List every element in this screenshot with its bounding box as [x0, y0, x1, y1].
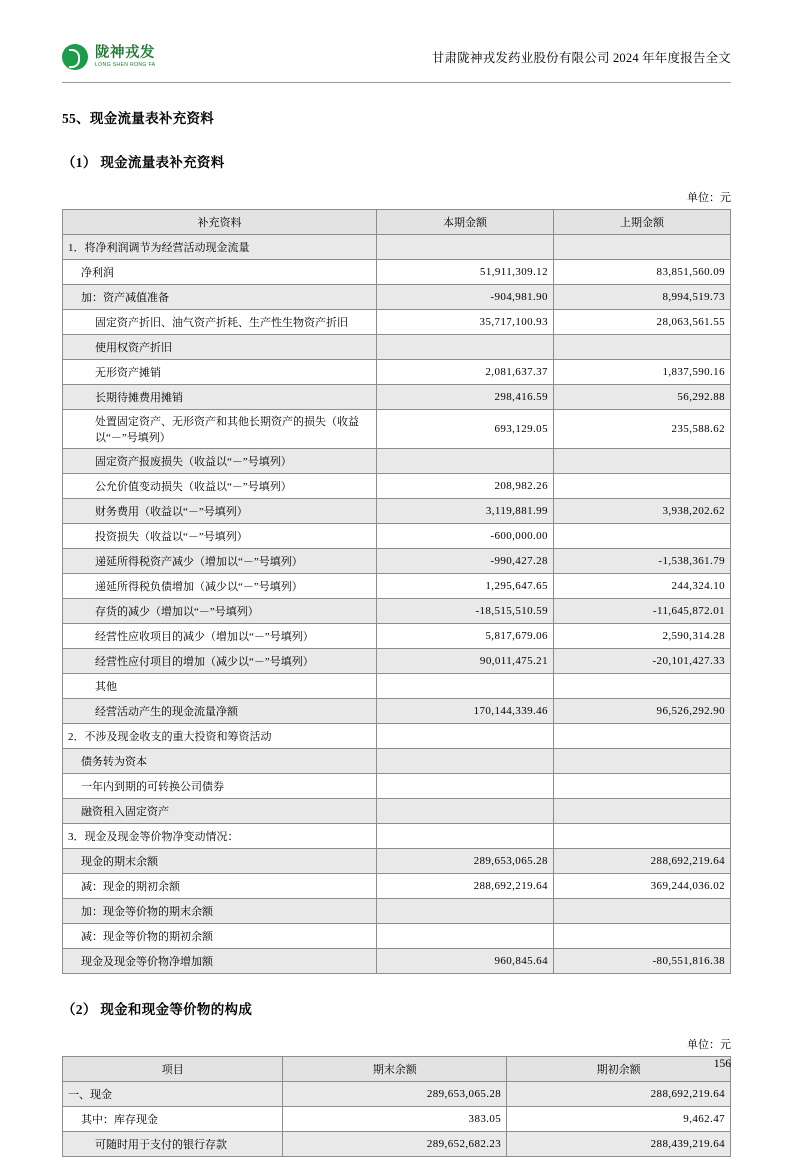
row-label: 融资租入固定资产: [63, 799, 377, 824]
row-value-previous: 9,462.47: [507, 1107, 731, 1132]
row-label: 1．将净利润调节为经营活动现金流量: [63, 235, 377, 260]
row-value-previous: -11,645,872.01: [553, 599, 730, 624]
table-row: [63, 360, 731, 385]
row-value-current: 288,692,219.64: [376, 874, 553, 899]
table-row: [63, 235, 731, 260]
table-row: [63, 574, 731, 599]
column-header-item: 项目: [63, 1057, 283, 1082]
table-row: [63, 674, 731, 699]
row-value-current: [376, 449, 553, 474]
row-value-previous: 369,244,036.02: [553, 874, 730, 899]
table-header-row: [63, 1057, 731, 1082]
logo-mark-icon: [62, 44, 88, 70]
table-row: [63, 310, 731, 335]
table-row: [63, 799, 731, 824]
row-value-current: 289,653,065.28: [376, 849, 553, 874]
row-value-previous: -1,538,361.79: [553, 549, 730, 574]
row-value-previous: [553, 674, 730, 699]
row-value-current: -600,000.00: [376, 524, 553, 549]
row-value-current: 5,817,679.06: [376, 624, 553, 649]
row-value-current: [376, 235, 553, 260]
table-row: [63, 524, 731, 549]
table-row: [63, 410, 731, 449]
row-value-previous: 235,588.62: [553, 410, 730, 449]
row-value-current: [376, 824, 553, 849]
row-value-previous: [553, 335, 730, 360]
table-row: [63, 699, 731, 724]
row-label: 一、现金: [63, 1082, 283, 1107]
row-label: 固定资产折旧、油气资产折耗、生产性生物资产折旧: [63, 310, 377, 335]
row-value-previous: [553, 899, 730, 924]
table-row: [63, 1107, 731, 1132]
table-row: [63, 749, 731, 774]
row-value-previous: 1,837,590.16: [553, 360, 730, 385]
row-label: 财务费用（收益以“－”号填列）: [63, 499, 377, 524]
row-value-previous: 288,439,219.64: [507, 1132, 731, 1157]
column-header-ending: 期末余额: [283, 1057, 507, 1082]
row-label: 2．不涉及现金收支的重大投资和筹资活动: [63, 724, 377, 749]
row-label: 债务转为资本: [63, 749, 377, 774]
logo-text: [95, 46, 155, 68]
table-row: [63, 824, 731, 849]
row-value-previous: -20,101,427.33: [553, 649, 730, 674]
row-value-current: 2,081,637.37: [376, 360, 553, 385]
row-label: 可随时用于支付的银行存款: [63, 1132, 283, 1157]
cash-flow-supplement-table: [62, 209, 731, 974]
column-header-item: 补充资料: [63, 210, 377, 235]
row-value-previous: [553, 724, 730, 749]
row-value-current: 289,653,065.28: [283, 1082, 507, 1107]
table-row: [63, 449, 731, 474]
table-row: [63, 849, 731, 874]
row-value-current: 960,845.64: [376, 949, 553, 974]
row-value-current: 35,717,100.93: [376, 310, 553, 335]
unit-label-2: 单位：元: [687, 1039, 731, 1051]
row-label: 使用权资产折旧: [63, 335, 377, 360]
row-value-previous: 3,938,202.62: [553, 499, 730, 524]
row-label: 公允价值变动损失（收益以“－”号填列）: [63, 474, 377, 499]
row-value-current: [376, 799, 553, 824]
row-value-current: -18,515,510.59: [376, 599, 553, 624]
table-row: [63, 649, 731, 674]
row-value-current: 90,011,475.21: [376, 649, 553, 674]
row-value-current: 208,982.26: [376, 474, 553, 499]
row-label: 经营性应收项目的减少（增加以“－”号填列）: [63, 624, 377, 649]
row-value-current: -904,981.90: [376, 285, 553, 310]
table-row: [63, 624, 731, 649]
subsection-title-2: （2） 现金和现金等价物的构成: [62, 1002, 253, 1017]
row-label: 加：资产减值准备: [63, 285, 377, 310]
table-row: [63, 499, 731, 524]
row-label: 减：现金等价物的期初余额: [63, 924, 377, 949]
row-value-current: [376, 674, 553, 699]
row-label: 经营活动产生的现金流量净额: [63, 699, 377, 724]
row-value-previous: 56,292.88: [553, 385, 730, 410]
table-row: [63, 1082, 731, 1107]
row-value-previous: 288,692,219.64: [553, 849, 730, 874]
company-logo: [62, 44, 155, 70]
row-value-previous: [553, 474, 730, 499]
table-row: [63, 385, 731, 410]
row-value-previous: [553, 524, 730, 549]
header-title: 甘肃陇神戎发药业股份有限公司 2024 年年度报告全文: [431, 51, 731, 65]
table-row: [63, 474, 731, 499]
table-row: [63, 335, 731, 360]
column-header-current: 本期金额: [376, 210, 553, 235]
page-title: 55、现金流量表补充资料: [62, 111, 215, 126]
row-label: 经营性应付项目的增加（减少以“－”号填列）: [63, 649, 377, 674]
table-row: [63, 285, 731, 310]
table-row: [63, 724, 731, 749]
table-row: [63, 899, 731, 924]
table-row: [63, 1132, 731, 1157]
unit-label-1: 单位：元: [687, 192, 731, 204]
row-value-current: 1,295,647.65: [376, 574, 553, 599]
row-value-current: [376, 899, 553, 924]
row-label: 3．现金及现金等价物净变动情况：: [63, 824, 377, 849]
row-value-previous: 83,851,560.09: [553, 260, 730, 285]
row-value-previous: 28,063,561.55: [553, 310, 730, 335]
row-value-previous: [553, 924, 730, 949]
row-label: 减：现金的期初余额: [63, 874, 377, 899]
row-label: 递延所得税负债增加（减少以“－”号填列）: [63, 574, 377, 599]
row-label: 现金及现金等价物净增加额: [63, 949, 377, 974]
row-label: 存货的减少（增加以“－”号填列）: [63, 599, 377, 624]
table-row: [63, 949, 731, 974]
row-value-previous: -80,551,816.38: [553, 949, 730, 974]
page-header: [62, 0, 731, 78]
row-value-current: 693,129.05: [376, 410, 553, 449]
row-label: 净利润: [63, 260, 377, 285]
row-label: 现金的期末余额: [63, 849, 377, 874]
column-header-previous: 上期金额: [553, 210, 730, 235]
row-value-previous: [553, 235, 730, 260]
row-label: 一年内到期的可转换公司债券: [63, 774, 377, 799]
row-value-previous: [553, 824, 730, 849]
row-value-current: 298,416.59: [376, 385, 553, 410]
row-value-previous: [553, 774, 730, 799]
row-value-previous: [553, 449, 730, 474]
row-label: 加：现金等价物的期末余额: [63, 899, 377, 924]
row-label: 长期待摊费用摊销: [63, 385, 377, 410]
row-value-current: 289,652,682.23: [283, 1132, 507, 1157]
row-value-current: [376, 774, 553, 799]
row-value-previous: 288,692,219.64: [507, 1082, 731, 1107]
row-label: 固定资产报废损失（收益以“－”号填列）: [63, 449, 377, 474]
logo-english-name: LONG SHEN RONG FA: [95, 61, 156, 68]
row-value-previous: 244,324.10: [553, 574, 730, 599]
table-row: [63, 549, 731, 574]
row-label: 无形资产摊销: [63, 360, 377, 385]
row-label: 其他: [63, 674, 377, 699]
row-value-previous: [553, 749, 730, 774]
subsection-title-1: （1） 现金流量表补充资料: [62, 155, 225, 170]
table-row: [63, 774, 731, 799]
row-value-current: [376, 749, 553, 774]
row-label: 递延所得税资产减少（增加以“－”号填列）: [63, 549, 377, 574]
row-value-current: 170,144,339.46: [376, 699, 553, 724]
row-label: 其中：库存现金: [63, 1107, 283, 1132]
table-row: [63, 599, 731, 624]
row-value-current: 51,911,309.12: [376, 260, 553, 285]
row-label: 处置固定资产、无形资产和其他长期资产的损失（收益以“－”号填列）: [63, 410, 377, 449]
table-row: [63, 874, 731, 899]
row-value-current: [376, 724, 553, 749]
row-value-current: [376, 335, 553, 360]
row-value-previous: 8,994,519.73: [553, 285, 730, 310]
column-header-beginning: 期初余额: [507, 1057, 731, 1082]
cash-composition-table: [62, 1056, 731, 1157]
header-divider: [62, 82, 731, 83]
table-row: [63, 260, 731, 285]
row-value-current: 3,119,881.99: [376, 499, 553, 524]
row-value-current: [376, 924, 553, 949]
table-row: [63, 924, 731, 949]
table-header-row: [63, 210, 731, 235]
logo-chinese-name: 陇神戎发: [95, 45, 155, 62]
page-number: 156: [713, 1058, 731, 1070]
row-value-previous: 96,526,292.90: [553, 699, 730, 724]
row-value-current: -990,427.28: [376, 549, 553, 574]
row-value-previous: [553, 799, 730, 824]
row-value-current: 383.05: [283, 1107, 507, 1132]
row-value-previous: 2,590,314.28: [553, 624, 730, 649]
row-label: 投资损失（收益以“－”号填列）: [63, 524, 377, 549]
